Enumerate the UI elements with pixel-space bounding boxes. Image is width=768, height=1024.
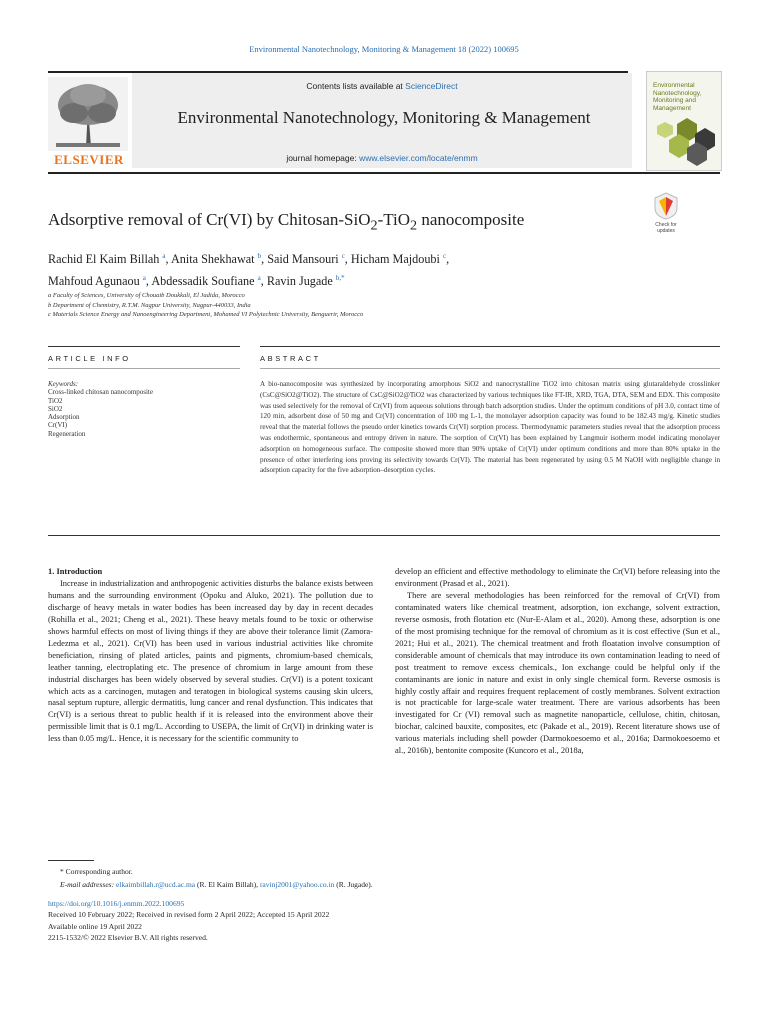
affiliation-marker[interactable]: a [257,274,261,283]
check-for-updates-badge[interactable] [646,192,686,234]
affiliation-marker[interactable]: a [162,252,166,260]
abstract-text: A bio-nanocomposite was synthesized by incorporating amorphous SiO2 and nanocrystalline TiO2 into chitosan matrix using glutaraldehyde crosslinker (CsC@SiO2@TiO2). The structure of CsC@SiO2@TiO2 was characterized by various techniques like FT-IR, XRD, TGA, DTA, SEM and EDX. This composite was used selectively for the removal of Cr(VI) from aqueous solutions through batch adsorption studies. Under the optimum conditions of pH 3.0, contact time of 120 min, adsorbent dose of 50 mg and Cr(VI) concentration of 100 mg L-1, the monolayer adsorption capacity was found to be 182.43 mg/g. Kinetic studies reveal that the material follows the pseudo order kinetics towards Cr(VI) sorption process. Thermodynamic parameters studies reveal that the adsorption process was endothermic, spontaneous and entropy driven in nature. The sorption of Cr(VI) has been explained by Langmuir isotherm model indicating monolayer adsorption on homogeneous surface. The composite showed more than 90% uptake of Cr(VI) under optimum conditions and more than 80% uptake in the presence of other interfering ions proving its selectivity towards Cr(VI). The material has been regenerated by using 0.5 M NaOH with negligible change in adsorption capacity for the five adsorption–desorption cycles. [260,380,720,475]
section-heading-introduction: 1. Introduction [48,566,103,576]
affiliation-marker[interactable]: c [442,252,447,260]
contents-line [132,81,632,91]
journal-masthead [48,71,720,167]
copyright-line: 2215-1532/© 2022 Elsevier B.V. All rights reserved. [48,932,208,942]
keywords-block [48,380,238,438]
affiliation-marker[interactable]: b,* [335,274,345,283]
abstract-heading: ABSTRACT [260,354,321,363]
author-name[interactable]: Mahfoud Agunaou [48,274,140,289]
corresponding-author-note: * Corresponding author. [60,867,133,876]
author-name[interactable]: Ravin Jugade [266,274,333,289]
title-sub-2: 2 [410,217,418,234]
affiliation-item: b Department of Chemistry, R.T.M. Nagpur University, Nagpur-440033, India [48,301,251,309]
affiliation-marker[interactable]: c [341,252,345,260]
homepage-prefix: journal homepage: [286,153,360,163]
cover-hexagon-graphic [647,72,721,170]
contents-prefix: Contents lists available at [306,81,406,91]
author-name[interactable]: Said Mansouri [267,252,339,267]
body-column-left [48,566,373,745]
body-column-right [395,566,720,757]
check-updates-label: Check for updates [655,222,677,234]
homepage-line [132,153,632,163]
publication-info [48,898,688,943]
email-owner: (R. El Kaim Billah), [195,879,260,889]
keyword-item: TiO2 [48,396,63,405]
masthead-bottom-rule [48,172,720,174]
footnotes [60,866,700,891]
journal-info-box [132,73,632,168]
body-paragraph: Increase in industrialization and anthropogenic activities disturbs the balance exists between humans and the surrounding environment (Opoku and Aluko, 2021). The pollution due to discharge of heavy metals in water bodies has been increased day by day in recent decades (Rohilla et al., 2021; Cheng et al., 2021). These heavy metals found to be toxic or otherwise shows harmful effects on most of living things if they are above their tolerance limit (Zamora-Ledezma et al., 2021). Cr(VI) has been used in various industrial activities like chromite beneficiation, rinsing of plated articles, paints and pigments, chromium-based chemicals, leather tanning, electroplating etc. The presence of chromium in large amount from these industrial discharges has been widely observed by several studies. Cr(VI) is a potent toxicant which acts as a carcinogen, mutagen and teratogen in biological systems causing skin ulcers, nasal septum rupture, allergic dermatitis, lung cancer and renal dysfunction. This indicates that Cr(VI) is a serious threat to public health if it is released into the environment above their permissible limit that is 0.1 mg/L. According to USEPA, the limit of Cr(VI) in drinking water is less than 0.05 mg/L. Hence, it is necessary for the scientific community to [48,577,373,744]
abstract-subrule [260,368,720,369]
title-sub-1: 2 [370,217,378,234]
body-paragraph: There are several methodologies has been reinforced for the removal of Cr(VI) from contaminated waters like chemical treatment, adsorption, ion exchange, solvent extraction, reverse osmosis, froth flotation etc (Nur-E-Alam et al., 2020). Among these, adsorption is one of the most promising technique for the removal of chromium as it is cost effective (Sun et al., 2021; Hui et al., 2021). The chemical treatment and froth floatation involve consumption of considerable amount of chemicals that may introduce its own contamination leading to need of post treatment to remove excess chemicals., Ion exchange could be helpful only if the contaminants are ionic in nature and exist in only single chemical form. Reverse osmosis is highly costly affair and requires frequent replacement of costly membranes. Solvent extraction is not practicable for large-scale water treatment. There are various adsorbents has been investigated for Cr (VI) removal such as magnetite nanoparticle, cellulose, chitin, chitosan, biochar, calcined bauxite, composites, etc (Pakade et al., 2019). Recent literature shows use of various materials including shell powder (Darmokoesoemo et al., 2016a; Darmokoesoemo et al., 2016b), bentonite composite (Kuncoro et al., 2018a, [395,589,720,756]
abstract-bottom-rule [48,535,720,536]
article-info-heading: ARTICLE INFO [48,354,131,363]
email-owner: (R. Jugade). [334,879,373,889]
available-online-date: Available online 19 April 2022 [48,921,142,931]
author-name[interactable]: Abdessadik Soufiane [151,274,255,289]
sciencedirect-link[interactable]: ScienceDirect [405,81,458,91]
email-label: E-mail addresses: [60,879,116,889]
title-part-2: -TiO [377,210,411,229]
email-line [60,879,700,892]
title-part-1: Adsorptive removal of Cr(VI) by Chitosan-SiO [48,210,371,229]
article-info-subrule [48,368,240,369]
affiliations [48,291,688,320]
author-list [48,247,568,291]
title-part-3: nanocomposite [417,210,525,229]
article-info-rule [48,346,240,347]
author-name[interactable]: Anita Shekhawat [170,252,255,267]
author-name[interactable]: Rachid El Kaim Billah [48,252,160,267]
footnote-rule [48,860,94,861]
author-line-2: Mahfoud Agunaou $^a$, Abdessadik Soufiane $^a$, Ravin Jugade $^{b,*}$ [48,274,345,289]
keyword-item: Regeneration [48,429,86,438]
article-title [48,210,628,234]
doi-link[interactable]: https://doi.org/10.1016/j.enmm.2022.100695 [48,899,185,908]
journal-cover-thumbnail[interactable] [646,71,722,171]
affiliation-item: a Faculty of Sciences, University of Chouaib Doukkali, El Jadida, Morocco [48,292,245,299]
author-name[interactable]: Hicham Majdoubi [350,252,440,267]
homepage-link[interactable]: www.elsevier.com/locate/enmm [359,153,478,163]
author-line-1: Rachid El Kaim Billah $^a$, Anita Shekhawat $^b$, Said Mansouri $^c$, Hicham Majdoubi $^c$, [48,252,450,267]
body-paragraph: develop an efficient and effective methodology to eliminate the Cr(VI) before releasing into the environment (Prasad et al., 2021). [395,566,720,588]
journal-citation-link[interactable]: Environmental Nanotechnology, Monitoring & Management 18 (2022) 100695 [249,44,519,54]
abstract-rule [260,346,720,347]
keywords-label: Keywords: [48,380,79,388]
email-link[interactable]: ravinj2001@yahoo.co.in [259,879,335,889]
received-dates: Received 10 February 2022; Received in revised form 2 April 2022; Accepted 15 April 2022 [48,910,330,920]
affiliation-marker[interactable]: b [257,252,262,260]
elsevier-wordmark: ELSEVIER [54,152,124,167]
keyword-item: SiO2 [48,404,63,413]
keyword-item: Cr(VI) [48,421,68,430]
email-link[interactable]: elkaimbillah.r@ucd.ac.ma [115,879,196,889]
affiliation-item: c Materials Science Energy and Nanoengineering Department, Mohamed VI Polytechnic University, Benguerir, Morocco [48,311,364,318]
affiliation-marker[interactable]: a [142,274,146,283]
check-updates-icon [653,192,679,220]
keyword-item: Adsorption [48,413,80,422]
journal-title: Environmental Nanotechnology, Monitoring & Management [177,108,591,127]
cover-title: Environmental Nanotechnology, Monitoring and Management [653,82,702,112]
keyword-item: Cross-linked chitosan nanocomposite [48,388,153,397]
